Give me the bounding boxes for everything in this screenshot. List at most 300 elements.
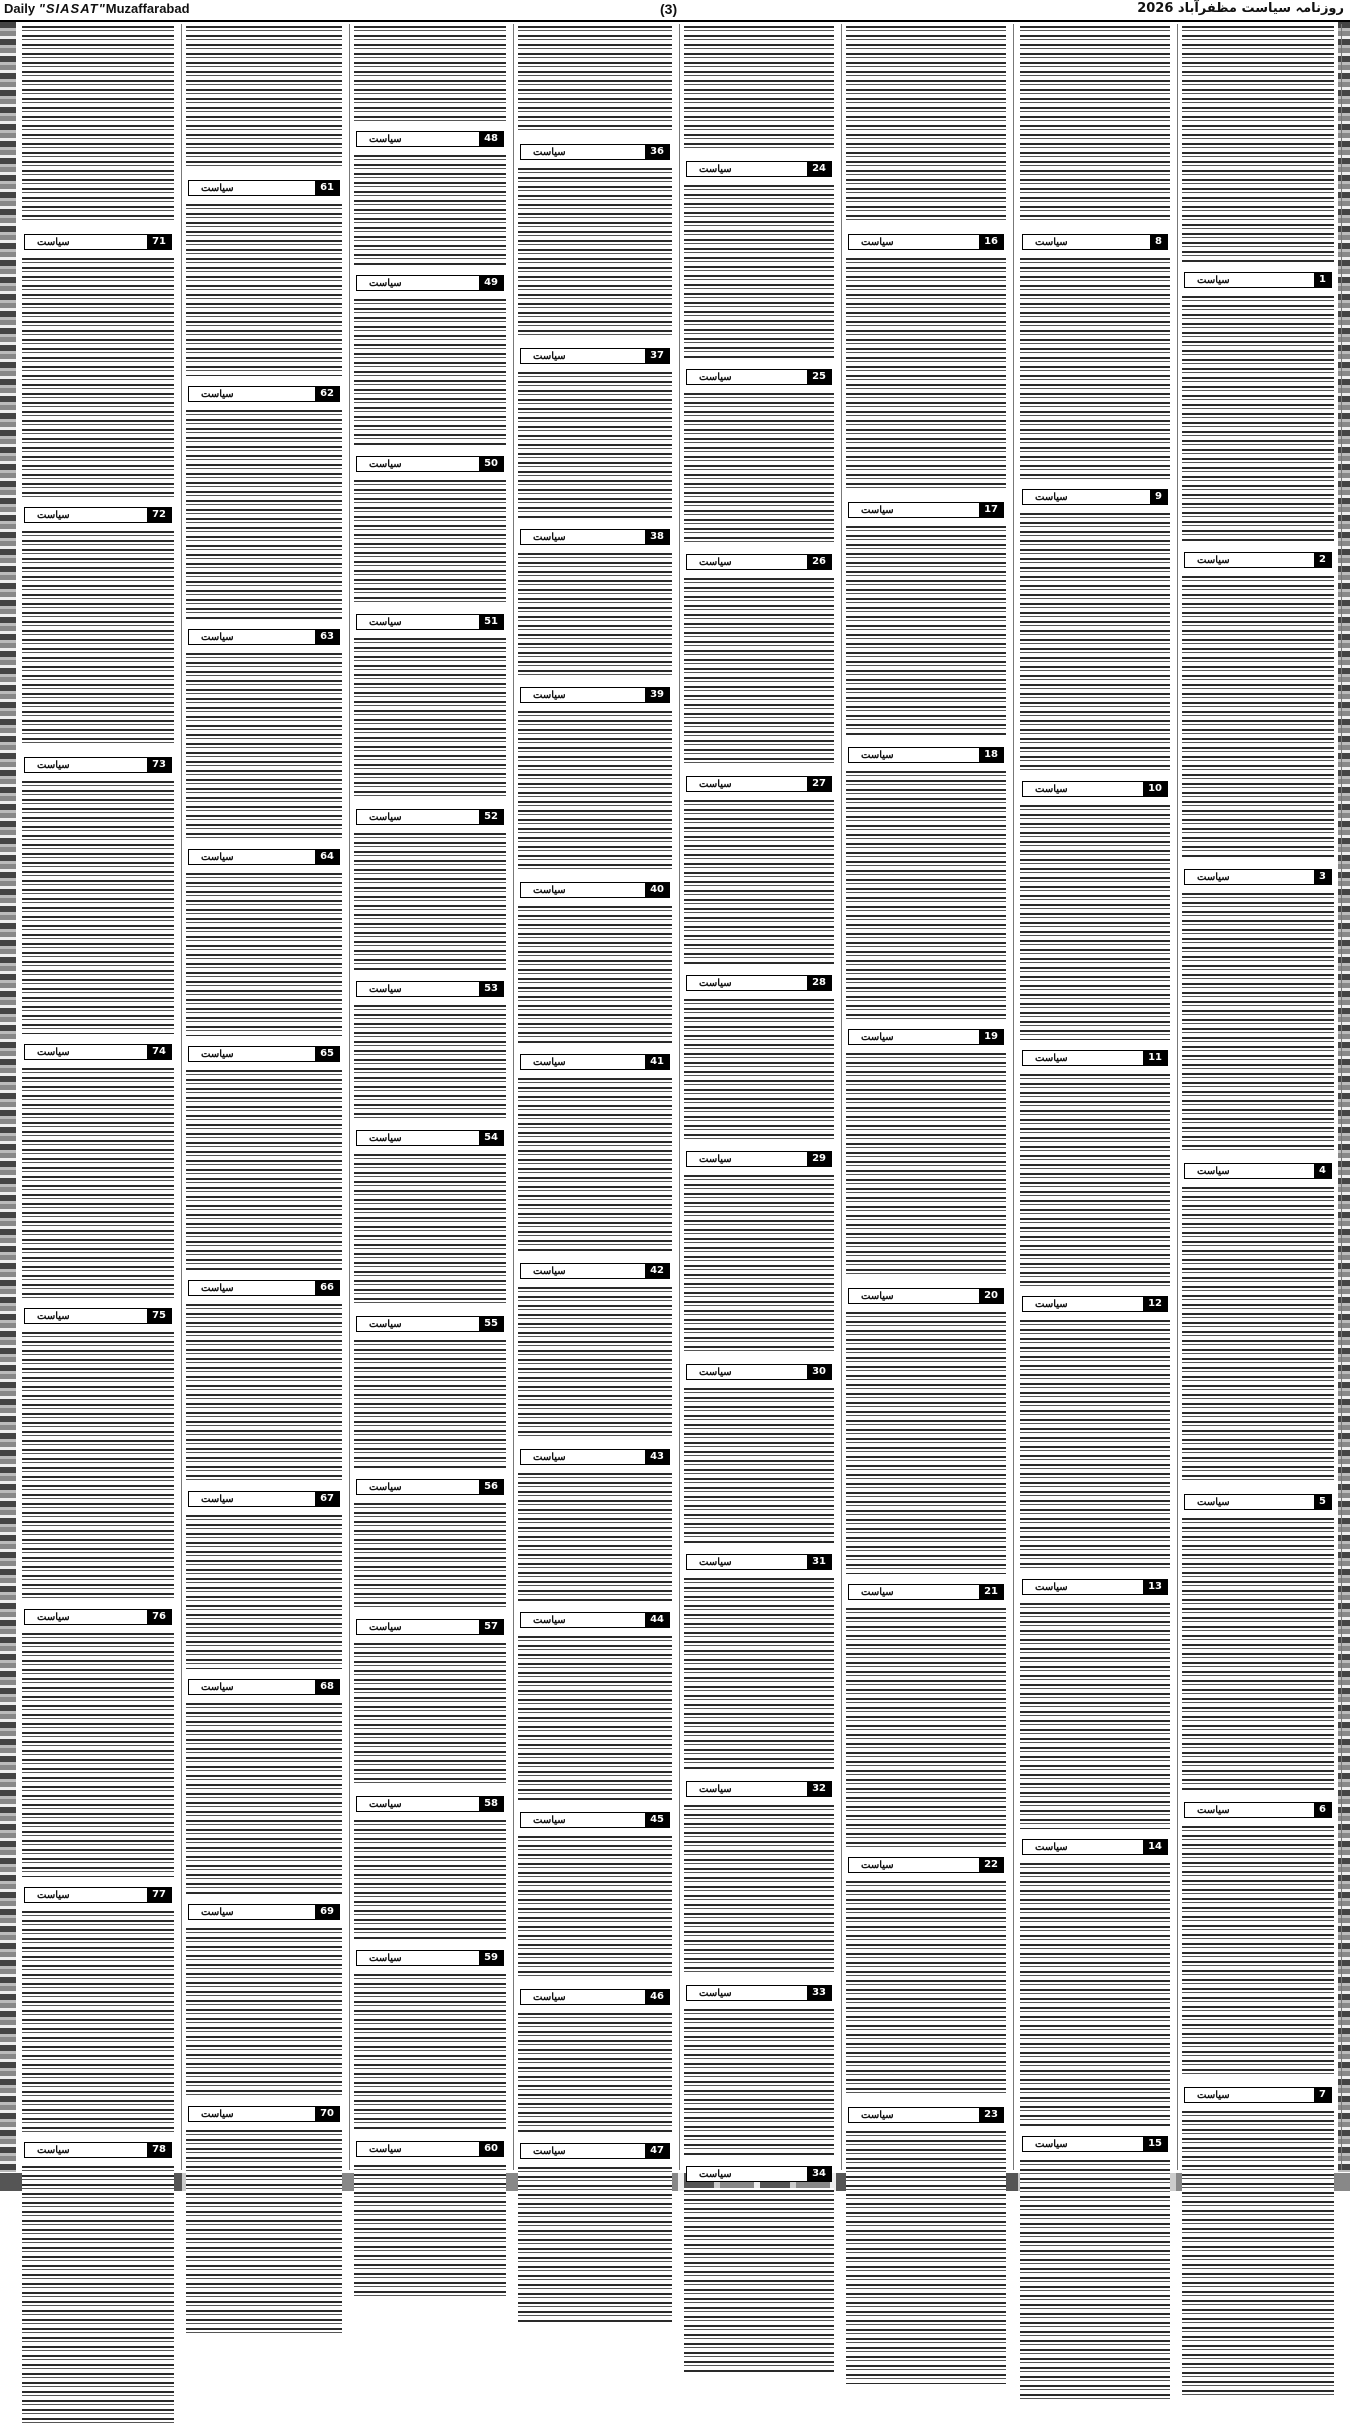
ad-text-block (354, 1972, 506, 2131)
ad-text-block (354, 1641, 506, 1786)
classified-ad-header (188, 629, 340, 645)
ad-logo: سیاست (861, 1586, 894, 1598)
ad-text-block (22, 1631, 174, 1877)
classified-ad-header (188, 1679, 340, 1695)
classified-ad-header (356, 809, 504, 825)
ad-logo: سیاست (699, 556, 732, 568)
classified-ad-header (188, 1491, 340, 1507)
ad-number: 72 (147, 508, 171, 522)
ad-logo: سیاست (201, 388, 234, 400)
ad-number: 54 (479, 1131, 503, 1145)
ad-text-block (684, 183, 834, 359)
ad-text-block (518, 2011, 672, 2133)
classified-ad-header (356, 275, 504, 291)
classified-ad-header (1022, 234, 1168, 250)
classified-ad-header (188, 1904, 340, 1920)
ad-number: 66 (315, 1281, 339, 1295)
classified-ad-header (686, 776, 832, 792)
classified-ad-header (848, 234, 1004, 250)
classified-ad-header (24, 1044, 172, 1060)
ad-text-block (684, 24, 834, 151)
classified-ad-header (356, 2141, 504, 2157)
ad-number: 55 (479, 1317, 503, 1331)
ad-logo: سیاست (201, 1681, 234, 1693)
ad-text-block (518, 904, 672, 1044)
ad-logo: سیاست (861, 749, 894, 761)
ad-text-block (1020, 1861, 1170, 2126)
ad-number: 13 (1143, 1580, 1167, 1594)
column-4 (680, 24, 838, 2180)
ad-logo: سیاست (201, 1282, 234, 1294)
left-decorative-border (0, 22, 16, 2172)
ad-number: 59 (479, 1951, 503, 1965)
ad-number: 26 (807, 555, 831, 569)
ad-logo: سیاست (201, 851, 234, 863)
classified-ad-header (686, 1781, 832, 1797)
ad-number: 1 (1314, 273, 1331, 287)
ad-number: 78 (147, 2143, 171, 2157)
classified-ad-header (520, 2143, 670, 2159)
ad-number: 77 (147, 1888, 171, 1902)
ad-number: 33 (807, 1986, 831, 2000)
ad-text-block (846, 1310, 1006, 1574)
ad-logo: سیاست (533, 1614, 566, 1626)
urdu-masthead: روزنامہ سیاست مظفرآباد 2026 (1137, 1, 1344, 16)
ad-text-block (684, 1803, 834, 1975)
classified-ad-header (520, 529, 670, 545)
ad-text-block (684, 2188, 834, 2374)
column-3 (842, 24, 1010, 2170)
ad-text-block (518, 551, 672, 677)
ad-text-block (354, 1818, 506, 1940)
classified-ad-header (520, 687, 670, 703)
ad-logo: سیاست (533, 1056, 566, 1068)
ad-number: 45 (645, 1813, 669, 1827)
ad-text-block (1182, 1185, 1334, 1484)
ad-number: 32 (807, 1782, 831, 1796)
ad-logo: سیاست (699, 1783, 732, 1795)
ad-text-block (846, 1879, 1006, 2097)
ad-text-block (518, 166, 672, 338)
ad-text-block (684, 1576, 834, 1771)
ad-text-block (22, 1909, 174, 2132)
ad-logo: سیاست (369, 458, 402, 470)
ad-text-block (684, 2007, 834, 2156)
classified-ad-header (686, 1554, 832, 1570)
classified-ad-header (520, 1054, 670, 1070)
ad-number: 9 (1150, 490, 1167, 504)
ad-number: 53 (479, 982, 503, 996)
ad-number: 11 (1143, 1051, 1167, 1065)
ad-logo: سیاست (699, 163, 732, 175)
ad-logo: سیاست (37, 509, 70, 521)
page-number: (3) (660, 1, 678, 17)
ad-number: 39 (645, 688, 669, 702)
ad-text-block (684, 798, 834, 965)
ad-logo: سیاست (1197, 1804, 1230, 1816)
ad-number: 21 (979, 1585, 1003, 1599)
ad-logo: سیاست (1197, 1496, 1230, 1508)
classified-ad-header (356, 1796, 504, 1812)
ad-number: 17 (979, 503, 1003, 517)
ad-number: 50 (479, 457, 503, 471)
ad-number: 24 (807, 162, 831, 176)
ad-text-block (22, 1066, 174, 1298)
classified-ad-header (686, 1151, 832, 1167)
classified-ad-header (1184, 1163, 1332, 1179)
ad-number: 56 (479, 1480, 503, 1494)
city-name: Muzaffarabad (105, 1, 190, 16)
ad-logo: سیاست (1035, 2138, 1068, 2150)
ad-number: 73 (147, 758, 171, 772)
classified-ad-header (1184, 1494, 1332, 1510)
ad-text-block (354, 1152, 506, 1306)
ad-text-block (22, 1330, 174, 1599)
classified-ad-header (356, 1316, 504, 1332)
classified-ad-header (188, 180, 340, 196)
ad-number: 3 (1314, 870, 1331, 884)
ad-number: 37 (645, 349, 669, 363)
classified-ad-header (356, 1130, 504, 1146)
ad-text-block (684, 997, 834, 1141)
ad-logo: سیاست (1035, 1581, 1068, 1593)
ad-text-block (1020, 256, 1170, 479)
ad-text-block (846, 2129, 1006, 2384)
ad-logo: سیاست (201, 182, 234, 194)
ad-number: 47 (645, 2144, 669, 2158)
ad-number: 15 (1143, 2137, 1167, 2151)
ad-text-block (684, 1386, 834, 1544)
classified-ad-header (24, 1308, 172, 1324)
ad-text-block (354, 478, 506, 604)
ad-text-block (1182, 2109, 1334, 2399)
ad-logo: سیاست (201, 1906, 234, 1918)
ad-text-block (518, 1285, 672, 1439)
ad-logo: سیاست (369, 277, 402, 289)
daily-label: Daily (4, 1, 36, 16)
classified-ad-header (520, 1812, 670, 1828)
ad-logo: سیاست (37, 1046, 70, 1058)
ad-logo: سیاست (533, 2145, 566, 2157)
ad-logo: سیاست (369, 1952, 402, 1964)
column-2 (1016, 24, 1174, 2170)
classified-ad-header (848, 2107, 1004, 2123)
ad-text-block (1020, 24, 1170, 224)
classified-ad-header (520, 882, 670, 898)
ad-text-block (518, 370, 672, 519)
ad-number: 14 (1143, 1840, 1167, 1854)
ad-text-block (518, 1834, 672, 1979)
ad-number: 8 (1150, 235, 1167, 249)
classified-ad-header (1184, 552, 1332, 568)
ad-logo: سیاست (1035, 783, 1068, 795)
ad-number: 41 (645, 1055, 669, 1069)
classified-ad-header (1022, 1839, 1168, 1855)
ad-text-block (354, 1003, 506, 1120)
classified-ad-header (520, 348, 670, 364)
classified-ad-header (188, 1046, 340, 1062)
ad-logo: سیاست (369, 616, 402, 628)
classified-ad-header (686, 161, 832, 177)
column-8 (18, 24, 178, 2170)
classified-ad-header (356, 1619, 504, 1635)
ad-number: 76 (147, 1610, 171, 1624)
ad-number: 12 (1143, 1297, 1167, 1311)
ad-number: 2 (1314, 553, 1331, 567)
classified-ad-header (24, 507, 172, 523)
ad-number: 23 (979, 2108, 1003, 2122)
ad-logo: سیاست (369, 1318, 402, 1330)
ad-number: 4 (1314, 1164, 1331, 1178)
ad-logo: سیاست (861, 504, 894, 516)
ad-text-block (518, 1076, 672, 1253)
paper-name (4, 1, 190, 16)
ad-number: 48 (479, 132, 503, 146)
classified-ad-header (188, 386, 340, 402)
ad-logo: سیاست (861, 236, 894, 248)
ad-number: 6 (1314, 1803, 1331, 1817)
ad-logo: سیاست (699, 2168, 732, 2180)
classified-ad-header (356, 131, 504, 147)
classified-ad-header (1022, 2136, 1168, 2152)
classified-ad-header (848, 747, 1004, 763)
classified-ad-header (520, 1989, 670, 2005)
ad-text-block (1182, 24, 1334, 262)
ad-text-block (186, 2128, 342, 2335)
classified-ad-header (1022, 1050, 1168, 1066)
ad-text-block (846, 256, 1006, 492)
ad-logo: سیاست (699, 371, 732, 383)
classified-ad-header (1022, 781, 1168, 797)
ad-number: 20 (979, 1289, 1003, 1303)
ad-logo: سیاست (699, 977, 732, 989)
ad-text-block (1020, 511, 1170, 771)
ad-logo: سیاست (861, 1290, 894, 1302)
ad-text-block (684, 1173, 834, 1354)
ad-logo: سیاست (1197, 274, 1230, 286)
ad-number: 62 (315, 387, 339, 401)
ad-text-block (1182, 294, 1334, 542)
ad-logo: سیاست (1035, 1052, 1068, 1064)
ad-number: 28 (807, 976, 831, 990)
ad-text-block (518, 709, 672, 872)
ad-number: 36 (645, 145, 669, 159)
classified-ad-header (1184, 1802, 1332, 1818)
ad-number: 30 (807, 1365, 831, 1379)
ad-number: 43 (645, 1450, 669, 1464)
classified-ad-header (848, 1857, 1004, 1873)
ad-logo: سیاست (1035, 1298, 1068, 1310)
ad-number: 58 (479, 1797, 503, 1811)
ad-number: 52 (479, 810, 503, 824)
ad-text-block (846, 1051, 1006, 1278)
ad-text-block (22, 529, 174, 747)
classified-ad-header (1184, 2087, 1332, 2103)
ad-number: 64 (315, 850, 339, 864)
ad-logo: سیاست (861, 1031, 894, 1043)
ad-text-block (22, 24, 174, 224)
ad-logo: سیاست (201, 1048, 234, 1060)
ad-number: 63 (315, 630, 339, 644)
ad-text-block (354, 1338, 506, 1469)
ad-text-block (1182, 891, 1334, 1153)
ad-logo: سیاست (699, 1556, 732, 1568)
classified-ad-header (686, 1364, 832, 1380)
ad-number: 60 (479, 2142, 503, 2156)
ad-logo: سیاست (533, 884, 566, 896)
ad-number: 57 (479, 1620, 503, 1634)
ad-number: 67 (315, 1492, 339, 1506)
classified-ad-header (848, 502, 1004, 518)
classified-ad-header (356, 1479, 504, 1495)
ad-number: 44 (645, 1613, 669, 1627)
classified-ad-header (356, 614, 504, 630)
ad-text-block (354, 24, 506, 121)
classified-ad-header (848, 1584, 1004, 1600)
ad-logo: سیاست (201, 631, 234, 643)
ad-text-block (186, 1513, 342, 1669)
ad-logo: سیاست (369, 133, 402, 145)
ad-logo: سیاست (201, 2108, 234, 2120)
ad-logo: سیاست (533, 1991, 566, 2003)
ad-logo: سیاست (369, 811, 402, 823)
ad-number: 16 (979, 235, 1003, 249)
ad-text-block (22, 779, 174, 1034)
ad-text-block (354, 1501, 506, 1609)
ad-logo: سیاست (37, 2144, 70, 2156)
ad-text-block (186, 202, 342, 376)
brand-name: "SIASAT" (38, 1, 106, 16)
ad-logo: سیاست (369, 1132, 402, 1144)
ad-text-block (354, 636, 506, 799)
classified-ad-header (24, 757, 172, 773)
ad-text-block (846, 524, 1006, 737)
ad-logo: سیاست (533, 1451, 566, 1463)
classified-ad-header (848, 1029, 1004, 1045)
ad-logo: سیاست (369, 2143, 402, 2155)
ad-number: 75 (147, 1309, 171, 1323)
ad-text-block (1020, 1072, 1170, 1286)
ad-text-block (186, 1068, 342, 1270)
ad-text-block (186, 1302, 342, 1481)
ad-text-block (186, 871, 342, 1036)
ad-number: 10 (1143, 782, 1167, 796)
ad-number: 71 (147, 235, 171, 249)
ad-number: 18 (979, 748, 1003, 762)
column-7 (182, 24, 346, 2170)
classified-ad-header (686, 2166, 832, 2182)
ad-number: 38 (645, 530, 669, 544)
classified-ad-header (1184, 869, 1332, 885)
classified-ad-header (848, 1288, 1004, 1304)
classified-ad-header (24, 1609, 172, 1625)
ad-logo: سیاست (699, 778, 732, 790)
classified-ad-header (356, 1950, 504, 1966)
classified-ad-header (1022, 1579, 1168, 1595)
ad-number: 27 (807, 777, 831, 791)
ad-number: 61 (315, 181, 339, 195)
ad-logo: سیاست (533, 1814, 566, 1826)
ad-logo: سیاست (861, 2109, 894, 2121)
ad-number: 46 (645, 1990, 669, 2004)
ad-number: 5 (1314, 1495, 1331, 1509)
ad-logo: سیاست (369, 983, 402, 995)
ad-number: 29 (807, 1152, 831, 1166)
ad-logo: سیاست (37, 1310, 70, 1322)
ad-text-block (1020, 1318, 1170, 1569)
ad-text-block (684, 391, 834, 544)
ad-logo: سیاست (369, 1481, 402, 1493)
ad-logo: سیاست (533, 350, 566, 362)
ad-number: 74 (147, 1045, 171, 1059)
ad-text-block (846, 769, 1006, 1019)
ad-logo: سیاست (1035, 491, 1068, 503)
ad-text-block (1182, 1516, 1334, 1792)
ad-logo: سیاست (533, 146, 566, 158)
classified-ad-header (686, 554, 832, 570)
ad-number: 65 (315, 1047, 339, 1061)
classified-ad-header (686, 369, 832, 385)
ad-number: 49 (479, 276, 503, 290)
ad-logo: سیاست (1197, 1165, 1230, 1177)
ad-number: 42 (645, 1264, 669, 1278)
classified-ad-header (520, 144, 670, 160)
ad-logo: سیاست (1197, 2089, 1230, 2101)
ad-text-block (846, 24, 1006, 224)
classified-ad-header (356, 456, 504, 472)
ad-text-block (22, 256, 174, 497)
classified-ad-header (686, 975, 832, 991)
ad-number: 40 (645, 883, 669, 897)
ad-text-block (1182, 1824, 1334, 2077)
column-1 (1178, 24, 1338, 2170)
classified-ad-header (520, 1263, 670, 1279)
ad-number: 68 (315, 1680, 339, 1694)
ad-logo: سیاست (37, 759, 70, 771)
ad-text-block (186, 651, 342, 839)
classified-ad-header (520, 1612, 670, 1628)
ad-text-block (22, 2164, 174, 2424)
ad-text-block (1020, 2158, 1170, 2400)
ad-text-block (186, 1926, 342, 2096)
ad-logo: سیاست (1197, 554, 1230, 566)
ad-logo: سیاست (533, 689, 566, 701)
ad-text-block (186, 408, 342, 619)
ad-logo: سیاست (1035, 236, 1068, 248)
ad-logo: سیاست (1197, 871, 1230, 883)
ad-number: 7 (1314, 2088, 1331, 2102)
ad-text-block (1020, 1601, 1170, 1829)
ad-text-block (186, 1701, 342, 1894)
ad-logo: سیاست (37, 1611, 70, 1623)
classified-ad-header (24, 2142, 172, 2158)
ad-number: 31 (807, 1555, 831, 1569)
ad-logo: سیاست (369, 1621, 402, 1633)
classified-ad-header (1022, 489, 1168, 505)
ad-text-block (186, 24, 342, 170)
classified-ad-header (188, 2106, 340, 2122)
ad-text-block (354, 153, 506, 265)
ad-number: 22 (979, 1858, 1003, 1872)
classified-ad-header (686, 1985, 832, 2001)
ad-text-block (354, 2163, 506, 2299)
ad-text-block (1020, 803, 1170, 1040)
classified-ad-header (24, 1887, 172, 1903)
ad-number: 69 (315, 1905, 339, 1919)
ad-logo: سیاست (1035, 1841, 1068, 1853)
ad-logo: سیاست (37, 1889, 70, 1901)
masthead-bar (0, 0, 1350, 22)
